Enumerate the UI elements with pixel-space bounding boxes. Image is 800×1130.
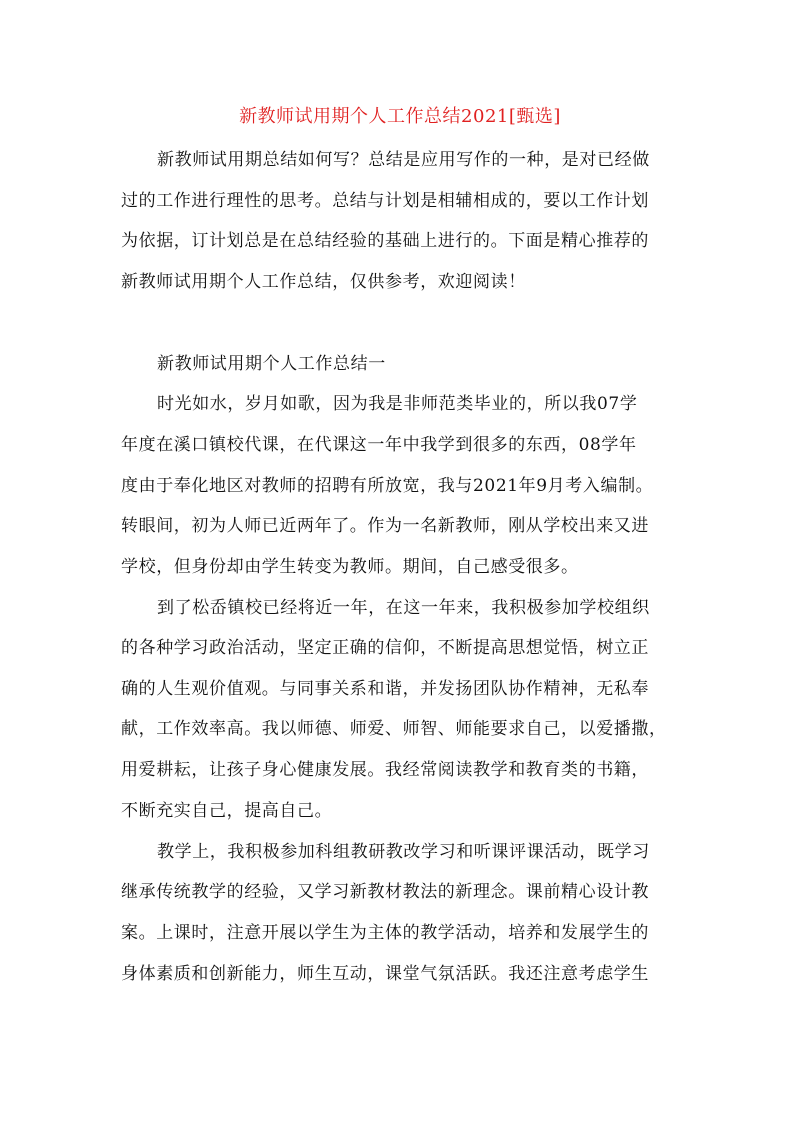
paragraph-line: 到了松岙镇校已经将近一年，在这一年来，我积极参加学校组织 [157, 598, 650, 618]
paragraph-line: 案。上课时，注意开展以学生为主体的教学活动，培养和发展学生的 [121, 923, 649, 943]
paragraph-line: 为依据，订计划总是在总结经验的基础上进行的。下面是精心推荐的 [121, 231, 649, 251]
document-title: 新教师试用期个人工作总结2021[甄选] [239, 106, 561, 127]
paragraph-line: 新教师试用期总结如何写？总结是应用写作的一种，是对已经做 [157, 150, 650, 170]
paragraph-line: 的各种学习政治活动，坚定正确的信仰，不断提高思想觉悟，树立正 [121, 638, 649, 658]
paragraph-line: 献，工作效率高。我以师德、师爱、师智、师能要求自己，以爱播撒， [121, 719, 667, 739]
section-heading: 新教师试用期个人工作总结一 [157, 354, 386, 374]
paragraph-line: 度由于奉化地区对教师的招聘有所放宽，我与2021年9月考入编制。 [121, 476, 654, 496]
paragraph-line: 学校，但身份却由学生转变为教师。期间，自己感受很多。 [121, 557, 579, 577]
paragraph-line: 年度在溪口镇校代课，在代课这一年中我学到很多的东西，08学年 [121, 435, 637, 455]
paragraph-line: 继承传统教学的经验，又学习新教材教法的新理念。课前精心设计教 [121, 882, 649, 902]
paragraph-line: 不断充实自己，提高自己。 [121, 801, 333, 821]
paragraph-line: 身体素质和创新能力，师生互动，课堂气氛活跃。我还注意考虑学生 [121, 964, 649, 984]
paragraph-line: 时光如水，岁月如歌，因为我是非师范类毕业的，所以我07学 [157, 394, 638, 414]
paragraph-line: 新教师试用期个人工作总结，仅供参考，欢迎阅读！ [121, 272, 526, 292]
paragraph-line: 过的工作进行理性的思考。总结与计划是相辅相成的，要以工作计划 [121, 191, 649, 211]
paragraph-line: 用爱耕耘，让孩子身心健康发展。我经常阅读教学和教育类的书籍， [121, 760, 649, 780]
paragraph-line: 确的人生观价值观。与同事关系和谐，并发扬团队协作精神，无私奉 [121, 679, 649, 699]
paragraph-line: 教学上，我积极参加科组教研教改学习和听课评课活动，既学习 [157, 842, 650, 862]
paragraph-line: 转眼间，初为人师已近两年了。作为一名新教师，刚从学校出来又进 [121, 516, 649, 536]
